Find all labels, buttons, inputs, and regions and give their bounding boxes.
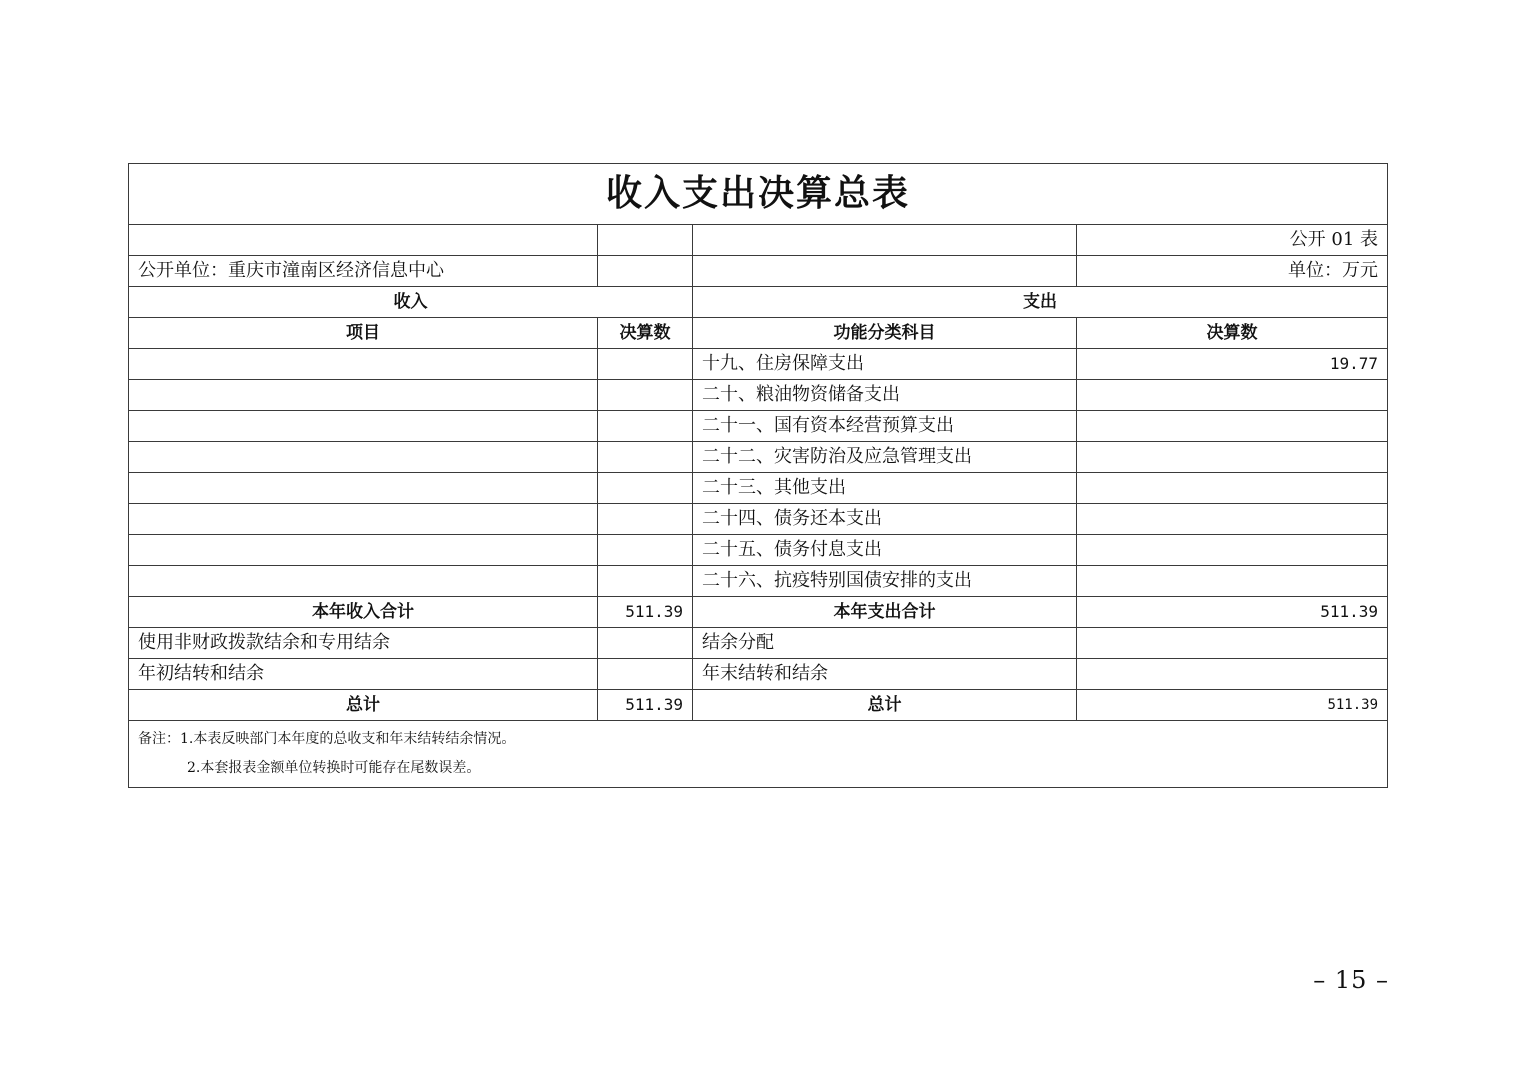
unit-row: [129, 256, 1388, 287]
note-line-1: 备注：1.本表反映部门本年度的总收支和年末结转结余情况。: [138, 731, 516, 747]
table-row: [129, 504, 1388, 535]
expense-item: 年末结转和结余: [693, 659, 1077, 690]
notes-row: [129, 721, 1388, 788]
expense-amount: [1077, 411, 1388, 442]
income-item: [129, 535, 598, 566]
page-number: – 15 –: [1313, 966, 1389, 994]
notes: [129, 721, 1388, 788]
income-expense-table: [128, 163, 1388, 788]
table-row: [129, 442, 1388, 473]
year-income-total-label: 本年收入合计: [129, 597, 598, 628]
grand-income-total-label: 总计: [129, 690, 598, 721]
grand-expense-total-label: 总计: [693, 690, 1077, 721]
expense-amount: [1077, 628, 1388, 659]
column-header-item: 项目: [129, 318, 598, 349]
income-amount: [598, 659, 693, 690]
expense-header: 支出: [693, 287, 1388, 318]
grand-income-total-value: 511.39: [598, 690, 693, 721]
income-amount: [598, 411, 693, 442]
expense-item: 结余分配: [693, 628, 1077, 659]
expense-amount: [1077, 535, 1388, 566]
expense-item: 二十六、抗疫特别国债安排的支出: [693, 566, 1077, 597]
income-item: [129, 442, 598, 473]
income-amount: [598, 566, 693, 597]
income-item: [129, 473, 598, 504]
title-row: [129, 164, 1388, 225]
reporting-unit: 公开单位：重庆市潼南区经济信息中心: [129, 256, 598, 287]
income-item: [129, 380, 598, 411]
table-row: [129, 411, 1388, 442]
expense-amount: 19.77: [1077, 349, 1388, 380]
table-code-row: [129, 225, 1388, 256]
expense-amount: [1077, 566, 1388, 597]
income-amount: [598, 349, 693, 380]
table-row: [129, 380, 1388, 411]
note-line-2: 2.本套报表金额单位转换时可能存在尾数误差。: [187, 760, 481, 776]
table-row: [129, 349, 1388, 380]
income-item: [129, 411, 598, 442]
income-item: [129, 566, 598, 597]
expense-item: 二十四、债务还本支出: [693, 504, 1077, 535]
income-amount: [598, 442, 693, 473]
income-item: 年初结转和结余: [129, 659, 598, 690]
column-header-amount: 决算数: [598, 318, 693, 349]
table-code: 公开 01 表: [1077, 225, 1388, 256]
income-item: [129, 349, 598, 380]
expense-amount: [1077, 504, 1388, 535]
table-row: [129, 473, 1388, 504]
expense-item: 十九、住房保障支出: [693, 349, 1077, 380]
expense-item: 二十、粮油物资储备支出: [693, 380, 1077, 411]
income-amount: [598, 535, 693, 566]
expense-amount: [1077, 659, 1388, 690]
income-item: 使用非财政拨款结余和专用结余: [129, 628, 598, 659]
income-amount: [598, 504, 693, 535]
expense-amount: [1077, 473, 1388, 504]
currency-unit: 单位：万元: [1077, 256, 1388, 287]
year-expense-total-value: 511.39: [1077, 597, 1388, 628]
expense-item: 二十二、灾害防治及应急管理支出: [693, 442, 1077, 473]
expense-amount: [1077, 380, 1388, 411]
income-amount: [598, 628, 693, 659]
year-income-total-value: 511.39: [598, 597, 693, 628]
income-amount: [598, 473, 693, 504]
table-row: [129, 659, 1388, 690]
column-header-expense-amount: 决算数: [1077, 318, 1388, 349]
grand-total-row: [129, 690, 1388, 721]
column-header-function-item: 功能分类科目: [693, 318, 1077, 349]
table-row: [129, 566, 1388, 597]
expense-amount: [1077, 442, 1388, 473]
expense-item: 二十一、国有资本经营预算支出: [693, 411, 1077, 442]
section-header-row: [129, 287, 1388, 318]
page-title: 收入支出决算总表: [129, 164, 1388, 225]
income-amount: [598, 380, 693, 411]
expense-item: 二十五、债务付息支出: [693, 535, 1077, 566]
table-row: [129, 628, 1388, 659]
year-total-row: [129, 597, 1388, 628]
expense-item: 二十三、其他支出: [693, 473, 1077, 504]
table-row: [129, 535, 1388, 566]
year-expense-total-label: 本年支出合计: [693, 597, 1077, 628]
grand-expense-total-value: 511.39: [1077, 690, 1388, 721]
income-header: 收入: [129, 287, 693, 318]
column-header-row: [129, 318, 1388, 349]
income-item: [129, 504, 598, 535]
